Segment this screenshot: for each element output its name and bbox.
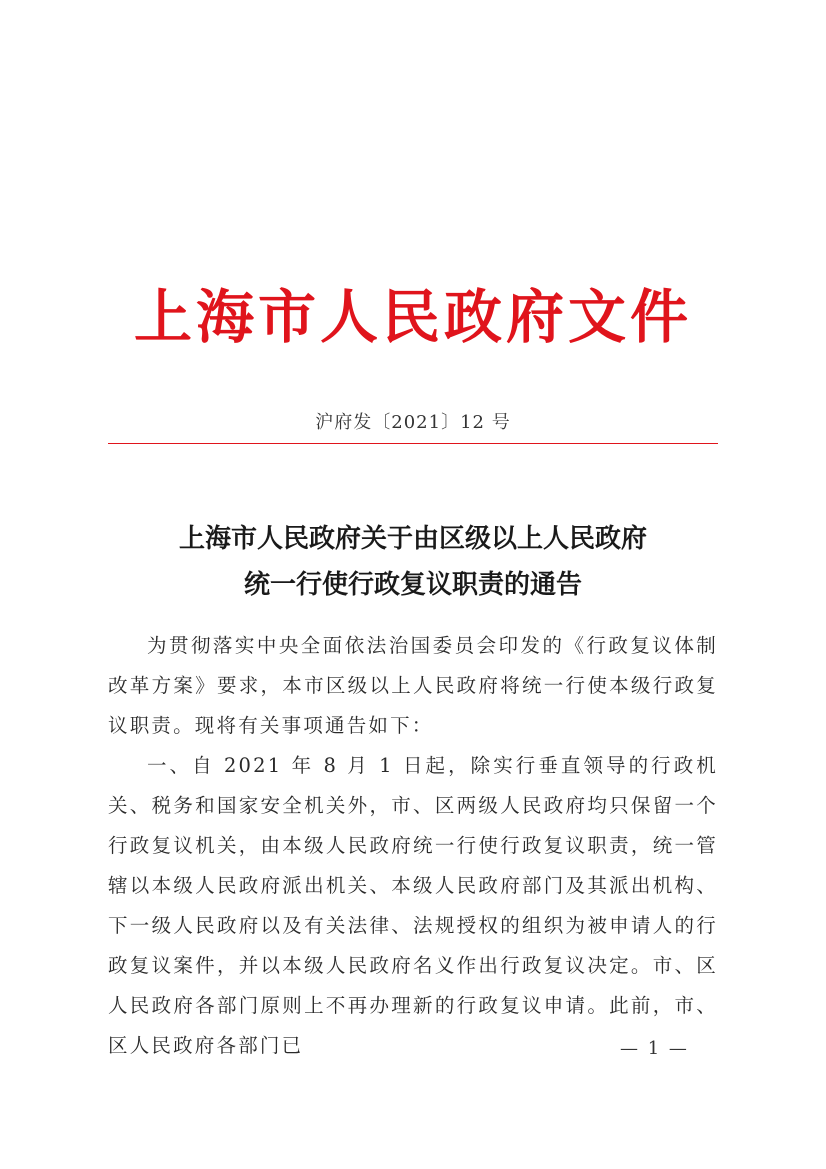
page-number: — 1 — bbox=[620, 1038, 689, 1059]
document-header-title: 上海市人民政府文件 bbox=[133, 283, 692, 351]
document-number: 沪府发〔2021〕12 号 bbox=[315, 412, 511, 433]
notice-title-line-1: 上海市人民政府关于由区级以上人民政府 bbox=[178, 524, 647, 554]
notice-title bbox=[0, 516, 826, 608]
body-paragraph-1: 为贯彻落实中央全面依法治国委员会印发的《行政复议体制改革方案》要求，本市区级以上人民政府将统一行使本级行政复议职责。现将有关事项通告如下： bbox=[108, 634, 718, 737]
red-divider-line bbox=[108, 443, 718, 444]
document-body bbox=[108, 626, 718, 1066]
notice-title-line-2: 统一行使行政复议职责的通告 bbox=[243, 570, 582, 600]
body-paragraph-2: 一、自 2021 年 8 月 1 日起，除实行垂直领导的行政机关、税务和国家安全机关外，市、区两级人民政府均只保留一个行政复议机关，由本级人民政府统一行使行政复议职责，统一管辖以本级人民政府派出机关、本级人民政府部门及其派出机构、下一级人民政府以及有关法律、法规授权的组织为被申请人的行政复议案件，并以本级人民政府名义作出行政复议决定。市、区人民政府各部门原则上不再办理新的行政复议申请。此前，市、区人民政府各部门已 bbox=[108, 754, 718, 1057]
